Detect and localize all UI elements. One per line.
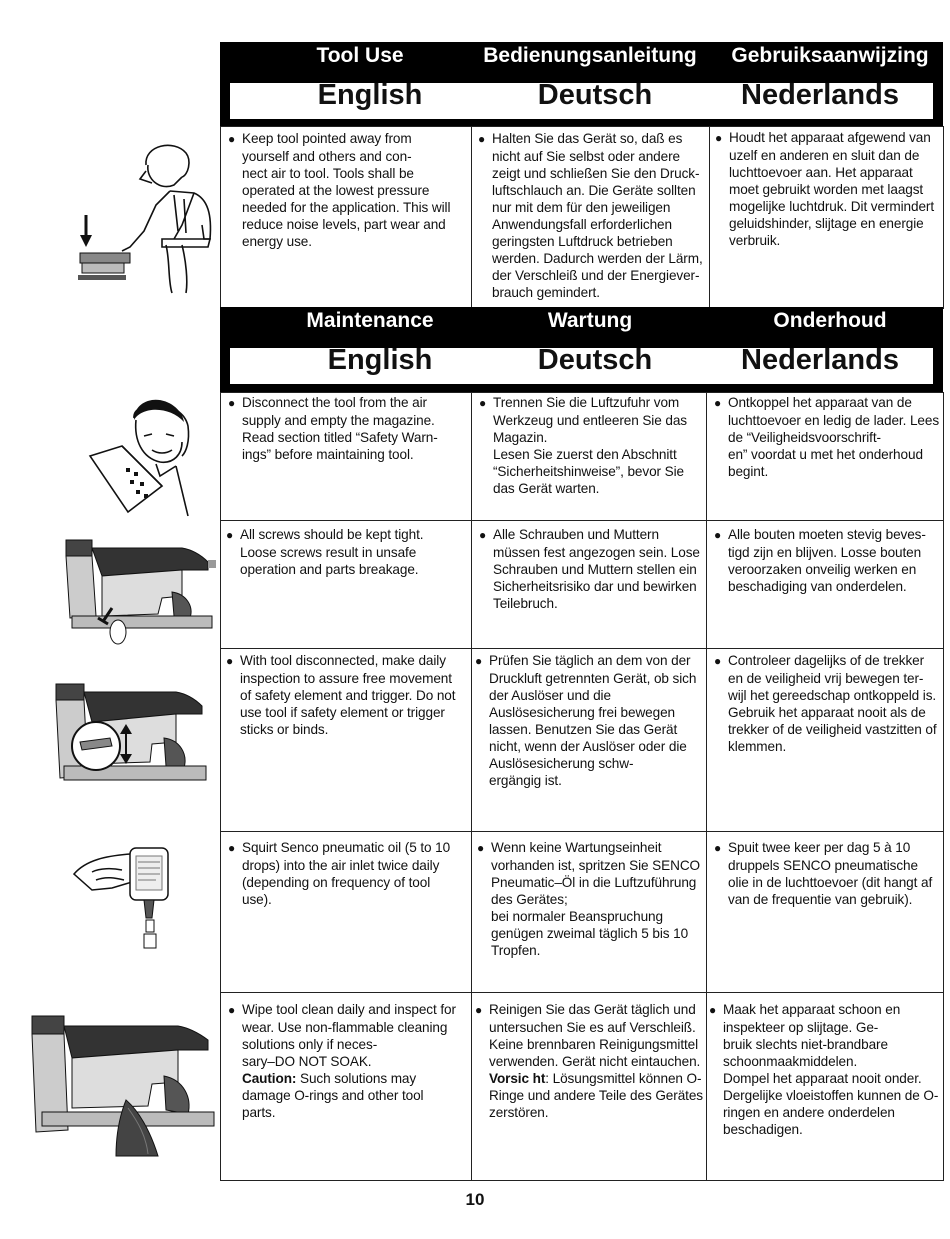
maintenance-row-4-de: ● Wenn keine Wartungseinheit vorhanden ist, spritzen Sie SENCO Pneumatic–Öl in die Luftzuführung des Gerätes; bei normaler Beanspruchung genügen zweimal täglich 5 bis 10 Tropfen.: [477, 839, 701, 959]
language-english: English: [317, 79, 423, 111]
tool-use-en: ● Keep tool pointed away from yourself and others and con- nect air to tool. Tools shall be operated at the lowest pressure needed for the application. This will reduce noise levels, part wear and energy use.: [228, 130, 456, 250]
maintenance-row-5-en: ● Wipe tool clean daily and inspect for wear. Use non-flammable cleaning solutions only if neces- sary–DO NOT SOAK. Caution: Such solutions may damage O-rings and other tool parts.: [228, 1001, 458, 1121]
stapler-screws-icon: [62, 536, 217, 648]
stapler-cleaning-icon: [28, 1010, 218, 1158]
language-row: [229, 344, 934, 385]
language-nederlands: Nederlands: [741, 79, 899, 111]
oil-bottle-icon: [72, 842, 177, 952]
maintenance-row-5-nl: ● Maak het apparaat schoon en inspekteer op slijtage. Ge- bruik slechts niet-brandbare schoonmaakmiddelen. Dompel het apparaat nooit onder. Dergelijke vloeistoffen kunnen de O-ringen en andere onderdelen beschadigen.: [709, 1001, 941, 1138]
maintenance-row-1-de: ● Trennen Sie die Luftzufuhr vom Werkzeug und entleeren Sie das Magazin. Lesen Sie zuerst den Abschnitt “Sicherheitshinweise”, bevor Sie das Gerät warten.: [479, 394, 701, 497]
language-deutsch: Deutsch: [537, 79, 653, 111]
maintenance-row-1-nl: ● Ontkoppel het apparaat van de luchttoevoer en ledig de lader. Lees de “Veiligheidsvoorschrift- en” voordat u met het onderhoud begint.: [714, 394, 940, 480]
section-header-row: [220, 42, 943, 72]
maintenance-row-3-en: ● With tool disconnected, make daily inspection to assure free movement of safety element and trigger. Do not use tool if safety element or trigger sticks or binds.: [226, 652, 458, 738]
stapler-trigger-icon: [52, 680, 210, 800]
language-row: [229, 79, 934, 120]
maintenance-row-2-nl: ● Alle bouten moeten stevig beves- tigd zijn en blijven. Losse bouten veroorzaken onveilig werken en beschadiging van onderdelen.: [714, 526, 942, 595]
maintenance-row-2-de: ● Alle Schrauben und Muttern müssen fest angezogen sein. Lose Schrauben und Muttern stellen ein Sicherheitsrisiko dar und bewirken Teilebruch.: [479, 526, 701, 612]
header-gebruiksaanwijzing: Gebruiksaanwijzing: [731, 44, 929, 67]
tool-use-de: ● Halten Sie das Gerät so, daß es nicht auf Sie selbst oder andere zeigt und schließen Sie den Druck- luftschlauch an. Die Geräte sollten nur mit dem für den jeweiligen Anwendungsfall erforderlichen geringsten Luftdruck betrieben werden. Dadurch werden der Lärm, der Verschleiß und der Energiever- brauch gemindert.: [478, 130, 704, 301]
man-reading-manual-icon: [86, 396, 191, 521]
tool-use-nl: ● Houdt het apparaat afgewend van uzelf en anderen en sluit dan de luchttoevoer aan. Het apparaat moet gebruikt worden met laagst mogelijke luchtdruk. Dit vermindert geluidshinder, slijtage en energie verbruik.: [715, 129, 937, 249]
maintenance-row-3-nl: ● Controleer dagelijks of de trekker en de veiligheid vrij bewegen ter- wijl het gereedschap ontkoppeld is. Gebruik het apparaat nooit als de trekker of de veiligheid vastzitten of klemmen.: [714, 652, 942, 755]
language-english: English: [327, 344, 433, 376]
page-number: 10: [465, 1190, 485, 1209]
maintenance-row-1-en: ● Disconnect the tool from the air supply and empty the magazine. Read section titled “Safety Warn- ings” before maintaining tool.: [228, 394, 458, 463]
maintenance-header-band: [220, 307, 943, 392]
header-maintenance: Maintenance: [306, 309, 434, 332]
header-tool-use: Tool Use: [316, 44, 404, 67]
language-deutsch: Deutsch: [537, 344, 653, 376]
maintenance-row-5-de: ● Reinigen Sie das Gerät täglich und untersuchen Sie es auf Verschleiß. Keine brennbaren Reinigungsmittel verwenden. Gerät nicht eintauchen. Vorsic ht: Lösungsmittel können O-Ringe und andere Teile des Gerätes zerstören.: [475, 1001, 703, 1121]
header-bedienungsanleitung: Bedienungsanleitung: [483, 44, 697, 67]
maintenance-row-4-nl: ● Spuit twee keer per dag 5 à 10 druppels SENCO pneumatische olie in de luchttoevoer (dit hangt af van de frequentie van gebruik).: [714, 839, 940, 908]
operator-with-stapler-icon: [74, 135, 219, 295]
maintenance-row-3-de: ● Prüfen Sie täglich an dem von der Druckluft getrennten Gerät, ob sich der Auslöser und die Auslösesicherung frei bewegen lassen. Benutzen Sie das Gerät nicht, wenn der Auslöser oder die Auslösesicherung schw- ergängig ist.: [475, 652, 703, 789]
header-onderhoud: Onderhoud: [773, 309, 887, 332]
maintenance-row-4-en: ● Squirt Senco pneumatic oil (5 to 10 drops) into the air inlet twice daily (depending on frequency of tool use).: [228, 839, 456, 908]
header-wartung: Wartung: [547, 309, 633, 332]
language-nederlands: Nederlands: [741, 344, 899, 376]
tool-use-header-band: [220, 42, 943, 126]
maintenance-row-2-en: ● All screws should be kept tight. Loose screws result in unsafe operation and parts breakage.: [226, 526, 458, 578]
section-header-row: [220, 307, 943, 337]
